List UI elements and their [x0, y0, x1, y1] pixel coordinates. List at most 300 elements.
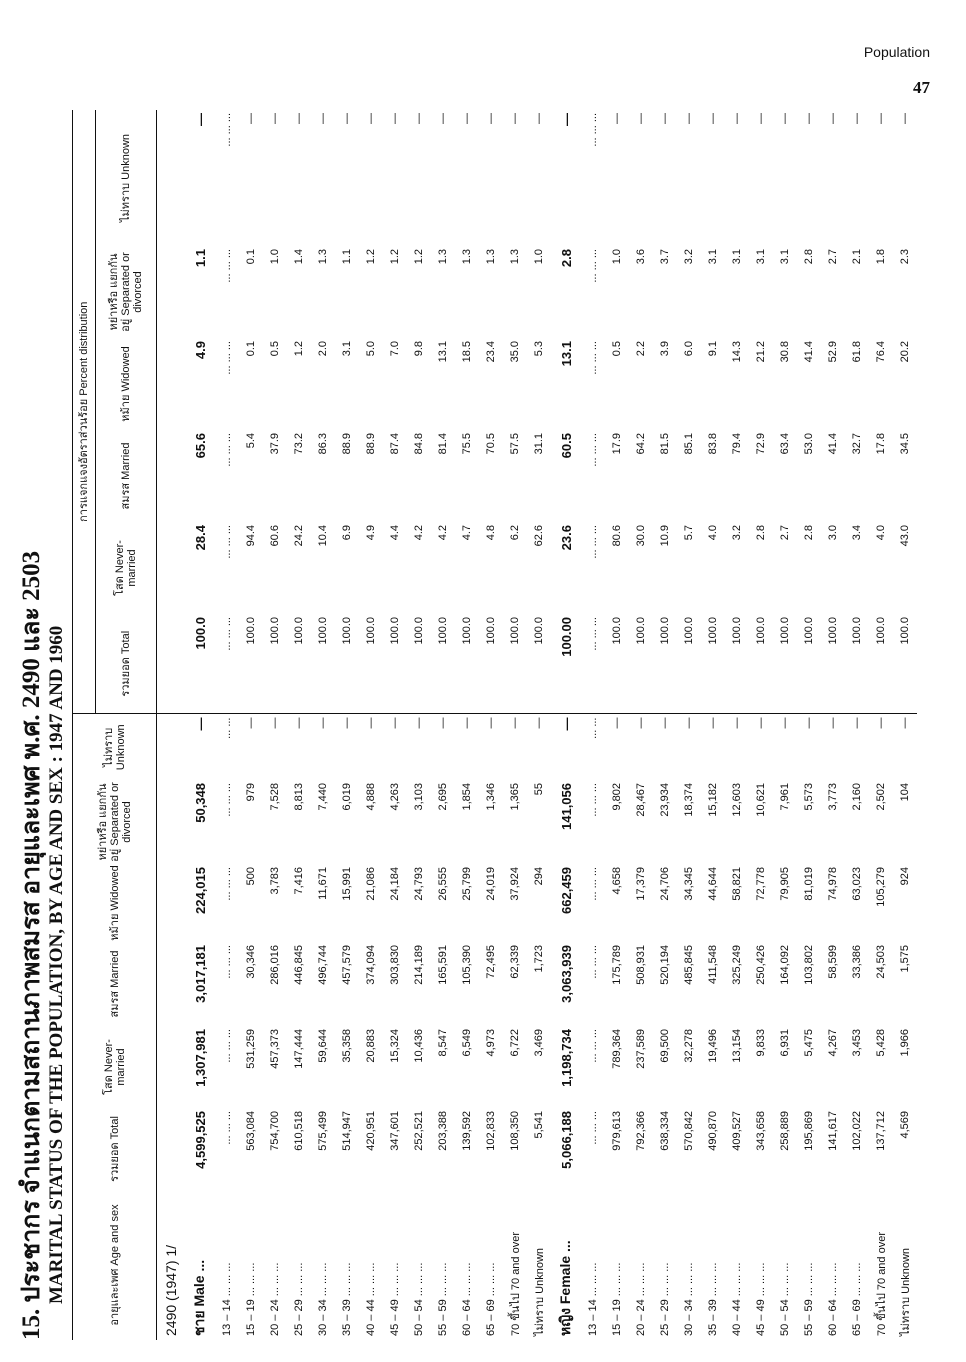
cell-p-never: 10.9 [659, 525, 671, 547]
cell-p-total: 100.0 [407, 614, 431, 714]
section-label: Population [863, 44, 930, 60]
cell-total: 563,084 [245, 1111, 257, 1151]
cell-never: 6,722 [509, 1029, 521, 1057]
cell-never: 457,373 [269, 1029, 281, 1069]
cell-unknown: — [192, 717, 208, 731]
cell-p-unknown: — [558, 112, 574, 126]
cell-p-separated: ... ... ... [221, 249, 233, 283]
table-row [701, 110, 725, 1340]
cell-p-married: 63.4 [779, 433, 791, 455]
cell-p-separated: 2.8 [803, 249, 815, 265]
cell-separated: 23,934 [659, 783, 671, 817]
cell-separated: 6,019 [341, 783, 353, 811]
cell-never: 59,644 [317, 1029, 329, 1063]
cell-p-unknown: — [245, 112, 257, 124]
cell-p-total: 100.0 [455, 614, 479, 714]
cell-p-total: 100.0 [287, 614, 311, 714]
cell-p-never: 62.6 [533, 525, 545, 547]
cell-never: 10,436 [413, 1029, 425, 1063]
cell-p-married: 85.1 [683, 433, 695, 455]
cell-label: 60 – 64 ... ... ... [461, 1262, 473, 1336]
cell-p-total: 100.00 [551, 614, 581, 714]
cell-separated: 28,467 [635, 783, 647, 817]
cell-p-never: 4.0 [707, 525, 719, 541]
cell-widowed: 7,416 [293, 867, 305, 895]
cell-p-married: 75.5 [461, 433, 473, 455]
cell-p-never: 3.4 [851, 525, 863, 541]
cell-married: 165,591 [437, 945, 449, 985]
table-row [869, 110, 893, 1340]
cell-never: 32,278 [683, 1029, 695, 1063]
cell-p-unknown: — [635, 112, 647, 124]
cell-unknown: — [413, 717, 425, 729]
cell-p-married: 84.8 [413, 433, 425, 455]
cell-p-separated: 2.7 [827, 249, 839, 265]
cell-widowed: 17,379 [635, 867, 647, 901]
table-row [629, 110, 653, 1340]
cell-married: 72,495 [485, 945, 497, 979]
cell-separated: 3,773 [827, 783, 839, 811]
table-row [335, 110, 359, 1340]
cell-p-married: 88.9 [365, 433, 377, 455]
cell-label: 70 ขึ้นไป 70 and over [510, 1231, 522, 1336]
cell-never: 147,444 [293, 1029, 305, 1069]
cell-p-married: 60.5 [558, 433, 574, 459]
cell-label: ชาย Male ... [191, 1259, 207, 1336]
cell-total: 409,527 [731, 1111, 743, 1151]
cell-p-total: ... ... ... [215, 614, 239, 714]
cell-widowed: ... ... ... [221, 867, 233, 901]
cell-label: 30 – 34 ... ... ... [683, 1262, 695, 1336]
cell-total: 514,947 [341, 1111, 353, 1151]
header-percent-distribution: การแจกแจงอัตราส่วนร้อย Percent distribution [73, 110, 96, 714]
cell-p-total: 100.0 [605, 614, 629, 714]
cell-p-unknown: — [533, 112, 545, 124]
cell-married: 33,386 [851, 945, 863, 979]
cell-p-unknown: — [611, 112, 623, 124]
cell-label: 15 – 19 ... ... ... [611, 1262, 623, 1336]
cell-separated: 9,802 [611, 783, 623, 811]
title-thai: ประชากร จำแนกตามสถานภาพสมรส อายุและเพศ พ.ศ. 2490 และ 2503 [18, 550, 45, 1303]
cell-p-married: 72.9 [755, 433, 767, 455]
cell-label: 40 – 44 ... ... ... [731, 1262, 743, 1336]
cell-unknown: — [683, 717, 695, 729]
cell-p-married: 31.1 [533, 433, 545, 455]
cell-p-separated: 3.7 [659, 249, 671, 265]
cell-unknown: — [707, 717, 719, 729]
cell-p-total: 100.0 [503, 614, 527, 714]
cell-unknown: ... ... [587, 717, 599, 739]
cell-label: 20 – 24 ... ... ... [635, 1262, 647, 1336]
cell-unknown: — [245, 717, 257, 729]
cell-p-widowed: 30.8 [779, 341, 791, 363]
cell-p-separated: 3.1 [707, 249, 719, 265]
cell-never: ... ... ... [587, 1029, 599, 1063]
cell-unknown: — [731, 717, 743, 729]
cell-p-total: 100.0 [869, 614, 893, 714]
cell-separated: 4,263 [389, 783, 401, 811]
cell-p-widowed: 9.1 [707, 341, 719, 357]
cell-unknown: — [875, 717, 887, 729]
table-row [581, 110, 605, 1340]
page-number: 47 [913, 78, 930, 97]
cell-p-separated: 3.1 [779, 249, 791, 265]
cell-p-separated: 1.3 [317, 249, 329, 265]
cell-married: 24,503 [875, 945, 887, 979]
cell-unknown: — [509, 717, 521, 729]
table-row [725, 110, 749, 1340]
cell-widowed: 44,644 [707, 867, 719, 901]
cell-p-widowed: ... ... ... [221, 341, 233, 375]
cell-p-unknown: — [659, 112, 671, 124]
cell-widowed: ... ... ... [587, 867, 599, 901]
cell-p-married: 81.5 [659, 433, 671, 455]
table-row [359, 110, 383, 1340]
cell-p-never: 4.4 [389, 525, 401, 541]
cell-married: 485,845 [683, 945, 695, 985]
year-label: 2490 (1947) 1/ [163, 1244, 179, 1336]
cell-married: 105,390 [461, 945, 473, 985]
cell-p-never: 2.7 [779, 525, 791, 541]
cell-p-total: 100.0 [185, 614, 215, 714]
cell-label: 60 – 64 ... ... ... [827, 1262, 839, 1336]
cell-widowed: 72,778 [755, 867, 767, 901]
cell-p-never: 80.6 [611, 525, 623, 547]
table-row [893, 110, 917, 1340]
cell-p-never: 10.4 [317, 525, 329, 547]
title-thai-line [18, 110, 46, 1340]
cell-p-widowed: 2.0 [317, 341, 329, 357]
cell-married: 496,744 [317, 945, 329, 985]
cell-total: 4,569 [899, 1111, 911, 1139]
cell-p-unknown: — [827, 112, 839, 124]
cell-separated: 104 [899, 783, 911, 802]
header-unknown: ไม่ทราบ Unknown [102, 724, 127, 771]
table-row [479, 110, 503, 1340]
cell-p-total: 100.0 [653, 614, 677, 714]
cell-p-total: 100.0 [893, 614, 917, 714]
cell-unknown: — [341, 717, 353, 729]
cell-p-widowed: 14.3 [731, 341, 743, 363]
cell-p-widowed: 76.4 [875, 341, 887, 363]
cell-unknown: ... ... [221, 717, 233, 739]
cell-p-widowed: 5.0 [365, 341, 377, 357]
table-row [455, 110, 479, 1340]
cell-p-married: 32.7 [851, 433, 863, 455]
cell-p-total: 100.0 [359, 614, 383, 714]
cell-p-separated: 3.6 [635, 249, 647, 265]
cell-separated: 8,813 [293, 783, 305, 811]
header-pct-married: สมรส Married [120, 442, 132, 510]
table-row [821, 110, 845, 1340]
cell-widowed: 81,019 [803, 867, 815, 901]
cell-unknown: — [611, 717, 623, 729]
cell-p-unknown: — [803, 112, 815, 124]
cell-married: ... ... ... [221, 945, 233, 979]
rotated-table-page [18, 110, 938, 1340]
cell-never: 1,307,981 [192, 1029, 208, 1087]
cell-p-never: 28.4 [192, 525, 208, 551]
cell-p-married: 65.6 [192, 433, 208, 459]
cell-p-total: 100.0 [431, 614, 455, 714]
cell-p-total: 100.0 [239, 614, 263, 714]
cell-widowed: 21,086 [365, 867, 377, 901]
cell-total: 979,613 [611, 1111, 623, 1151]
cell-p-widowed: 4.9 [192, 341, 208, 360]
cell-p-unknown: — [485, 112, 497, 124]
cell-p-widowed: 2.2 [635, 341, 647, 357]
cell-p-separated: 1.0 [611, 249, 623, 265]
cell-p-unknown: ... ... ... [221, 112, 233, 147]
cell-label: 15 – 19 ... ... ... [245, 1262, 257, 1336]
cell-p-widowed: 13.1 [558, 341, 574, 367]
cell-p-never: 3.0 [827, 525, 839, 541]
cell-separated: 141,056 [558, 783, 574, 830]
cell-p-widowed: 20.2 [899, 341, 911, 363]
cell-never: 69,500 [659, 1029, 671, 1063]
header-widowed: หม้าย Widowed [108, 865, 121, 941]
cell-married: 250,426 [755, 945, 767, 985]
table-row [431, 110, 455, 1340]
cell-p-unknown: — [875, 112, 887, 124]
cell-p-separated: 1.3 [437, 249, 449, 265]
cell-total: 139,592 [461, 1111, 473, 1151]
table-body [157, 110, 918, 1340]
cell-p-unknown: — [707, 112, 719, 124]
cell-widowed: 924 [899, 867, 911, 886]
table-row [263, 110, 287, 1340]
cell-married: 30,346 [245, 945, 257, 979]
cell-unknown: — [827, 717, 839, 729]
cell-total: 102,833 [485, 1111, 497, 1151]
cell-p-never: 4.7 [461, 525, 473, 541]
cell-total: 137,712 [875, 1111, 887, 1151]
cell-unknown: — [803, 717, 815, 729]
cell-total: 490,870 [707, 1111, 719, 1151]
cell-label: 70 ขึ้นไป 70 and over [876, 1231, 888, 1336]
cell-widowed: 34,345 [683, 867, 695, 901]
cell-widowed: 24,019 [485, 867, 497, 901]
cell-p-unknown: — [192, 112, 208, 126]
cell-p-never: 24.2 [293, 525, 305, 547]
cell-widowed: 24,184 [389, 867, 401, 901]
cell-never: 1,966 [899, 1029, 911, 1057]
cell-unknown: — [485, 717, 497, 729]
cell-p-separated: 2.8 [558, 249, 574, 268]
table-row [383, 110, 407, 1340]
cell-never: 5,475 [803, 1029, 815, 1057]
cell-p-never: ... ... ... [587, 525, 599, 559]
cell-never: 237,589 [635, 1029, 647, 1069]
cell-widowed: 25,799 [461, 867, 473, 901]
cell-never: 20,883 [365, 1029, 377, 1063]
cell-total: ... ... ... [587, 1111, 599, 1145]
cell-p-unknown: — [317, 112, 329, 124]
cell-widowed: 37,924 [509, 867, 521, 901]
cell-p-total: 100.0 [701, 614, 725, 714]
cell-total: 5,066,188 [558, 1111, 574, 1169]
header-pct-total: รวมยอด Total [96, 614, 157, 714]
cell-widowed: 24,793 [413, 867, 425, 901]
cell-p-widowed: 21.2 [755, 341, 767, 363]
cell-unknown: — [899, 717, 911, 729]
cell-never: ... ... ... [221, 1029, 233, 1063]
cell-p-separated: 3.1 [731, 249, 743, 265]
cell-p-total: 100.0 [749, 614, 773, 714]
cell-separated: 7,961 [779, 783, 791, 811]
cell-p-never: 6.2 [509, 525, 521, 541]
cell-p-married: 87.4 [389, 433, 401, 455]
cell-unknown: — [533, 717, 545, 729]
cell-total: 4,599,525 [192, 1111, 208, 1169]
cell-married: 103,802 [803, 945, 815, 985]
cell-never: 13,154 [731, 1029, 743, 1063]
cell-label: ไม่ทราบ Unknown [900, 1247, 912, 1336]
cell-label: 50 – 54 ... ... ... [413, 1262, 425, 1336]
cell-label: 55 – 59 ... ... ... [437, 1262, 449, 1336]
cell-p-widowed: 23.4 [485, 341, 497, 363]
table-number: 15. [18, 1308, 45, 1340]
header-pct-never-married: โสด Never-married [114, 540, 138, 596]
cell-p-separated: 1.2 [413, 249, 425, 265]
sex-total-row [551, 110, 581, 1340]
cell-p-widowed: 52.9 [827, 341, 839, 363]
cell-married: 3,017,181 [192, 945, 208, 1003]
cell-separated: 50,348 [192, 783, 208, 823]
cell-married: 1,723 [533, 945, 545, 973]
cell-separated: 2,502 [875, 783, 887, 811]
cell-never: 6,549 [461, 1029, 473, 1057]
cell-unknown: — [317, 717, 329, 729]
cell-total: 420,951 [365, 1111, 377, 1151]
cell-p-unknown: — [461, 112, 473, 124]
cell-p-never: 4.2 [437, 525, 449, 541]
cell-total: 195,869 [803, 1111, 815, 1151]
cell-p-separated: 1.0 [269, 249, 281, 265]
cell-married: 325,249 [731, 945, 743, 985]
cell-p-never: 4.2 [413, 525, 425, 541]
cell-p-married: 5.4 [245, 433, 257, 449]
cell-p-married: 79.4 [731, 433, 743, 455]
cell-never: 3,453 [851, 1029, 863, 1057]
cell-married: 58,599 [827, 945, 839, 979]
table-row [287, 110, 311, 1340]
cell-p-never: 23.6 [558, 525, 574, 551]
cell-never: 531,259 [245, 1029, 257, 1069]
cell-p-never: 94.4 [245, 525, 257, 547]
cell-married: 1,575 [899, 945, 911, 973]
cell-separated: 7,440 [317, 783, 329, 811]
cell-widowed: 662,459 [558, 867, 574, 914]
cell-p-married: 17.9 [611, 433, 623, 455]
cell-label: 65 – 69 ... ... ... [485, 1262, 497, 1336]
cell-total: 610,518 [293, 1111, 305, 1151]
header-pct-unknown: ไม่ทราบ Unknown [120, 133, 132, 222]
cell-p-widowed: 13.1 [437, 341, 449, 363]
cell-unknown: — [635, 717, 647, 729]
sex-total-row [185, 110, 215, 1340]
cell-p-separated: 1.0 [533, 249, 545, 265]
cell-p-separated: 3.1 [755, 249, 767, 265]
cell-p-married: ... ... ... [221, 433, 233, 467]
cell-total: 343,658 [755, 1111, 767, 1151]
cell-separated: 55 [533, 783, 545, 796]
cell-p-separated: 0.1 [245, 249, 257, 265]
cell-separated: 2,695 [437, 783, 449, 811]
table-row [653, 110, 677, 1340]
cell-widowed: 224,015 [192, 867, 208, 914]
cell-separated: ... ... ... [587, 783, 599, 817]
cell-p-total: 100.0 [677, 614, 701, 714]
cell-unknown: — [365, 717, 377, 729]
cell-p-unknown: — [365, 112, 377, 124]
cell-p-never: 43.0 [899, 525, 911, 547]
cell-total: 347,601 [389, 1111, 401, 1151]
cell-p-total: 100.0 [263, 614, 287, 714]
cell-married: 214,189 [413, 945, 425, 985]
cell-p-widowed: ... ... ... [587, 341, 599, 375]
cell-p-total: 100.0 [335, 614, 359, 714]
cell-p-widowed: 1.2 [293, 341, 305, 357]
cell-label: 25 – 29 ... ... ... [293, 1262, 305, 1336]
cell-p-total: 100.0 [821, 614, 845, 714]
cell-widowed: 500 [245, 867, 257, 886]
cell-p-never: 2.8 [755, 525, 767, 541]
cell-p-separated: 1.1 [192, 249, 208, 268]
table-row [845, 110, 869, 1340]
cell-unknown: — [461, 717, 473, 729]
cell-p-unknown: — [389, 112, 401, 124]
header-pct-widowed: หม้าย Widowed [120, 346, 132, 422]
cell-p-total: 100.0 [797, 614, 821, 714]
cell-p-total: 100.0 [311, 614, 335, 714]
cell-p-widowed: 5.3 [533, 341, 545, 357]
cell-label: 13 – 14 ... ... ... [221, 1262, 233, 1336]
cell-married: 446,845 [293, 945, 305, 985]
cell-married: ... ... ... [587, 945, 599, 979]
cell-p-married: 53.0 [803, 433, 815, 455]
cell-unknown: — [779, 717, 791, 729]
year-row-spacer [157, 110, 186, 714]
cell-never: 1,198,734 [558, 1029, 574, 1087]
cell-p-never: 3.2 [731, 525, 743, 541]
cell-unknown: — [558, 717, 574, 731]
cell-married: 411,548 [707, 945, 719, 984]
cell-separated: 15,182 [707, 783, 719, 817]
cell-separated: 7,528 [269, 783, 281, 811]
cell-total: 102,022 [851, 1111, 863, 1151]
cell-widowed: 74,978 [827, 867, 839, 901]
cell-widowed: 3,783 [269, 867, 281, 895]
cell-label: 45 – 49 ... ... ... [755, 1262, 767, 1336]
cell-label: 30 – 34 ... ... ... [317, 1262, 329, 1336]
cell-p-widowed: 0.5 [611, 341, 623, 357]
cell-label: 50 – 54 ... ... ... [779, 1262, 791, 1336]
cell-never: 4,267 [827, 1029, 839, 1057]
cell-widowed: 105,279 [875, 867, 887, 907]
cell-label: 35 – 39 ... ... ... [341, 1262, 353, 1336]
cell-married: 175,789 [611, 945, 623, 985]
cell-p-separated: 2.1 [851, 249, 863, 265]
cell-widowed: 26,555 [437, 867, 449, 901]
cell-p-unknown: — [509, 112, 521, 124]
table-title [18, 110, 68, 1340]
cell-separated: 1,365 [509, 783, 521, 811]
cell-total: 638,334 [659, 1111, 671, 1151]
cell-p-separated: ... ... ... [587, 249, 599, 283]
cell-never: 5,428 [875, 1029, 887, 1057]
cell-p-separated: 1.8 [875, 249, 887, 265]
